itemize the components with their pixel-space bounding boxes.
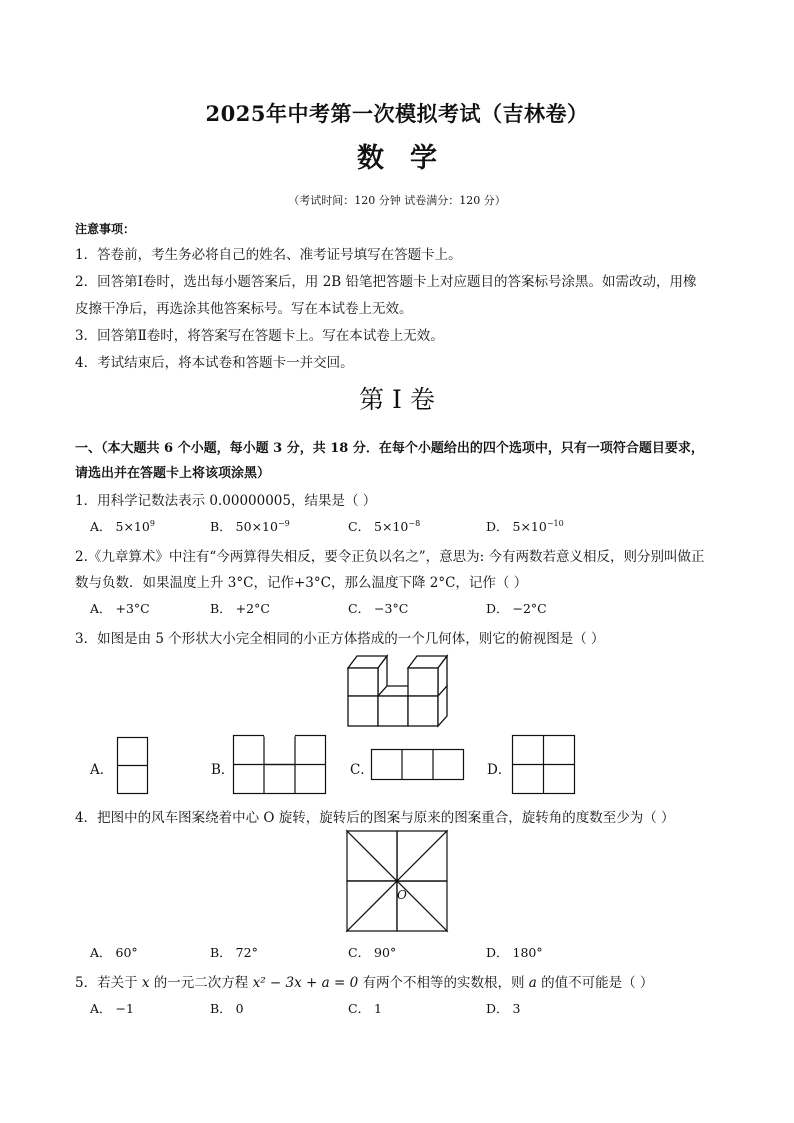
subject-title: 数学 bbox=[357, 143, 463, 174]
q2-option-b: B． +2°C bbox=[210, 601, 270, 616]
q3-option-c-figure bbox=[371, 749, 465, 781]
q5-option-b: B． 0 bbox=[210, 1001, 244, 1016]
q3-option-d-figure bbox=[512, 735, 576, 795]
q3-solid-figure bbox=[340, 650, 455, 730]
question-1-stem: 1．用科学记数法表示 0.00000005，结果是（ ） bbox=[75, 493, 377, 509]
q4-pinwheel-figure bbox=[344, 830, 450, 932]
question-4-stem: 4．把图中的风车图案绕着中心 O 旋转，旋转后的图案与原来的图案重合，旋转角的度数至少为（ ） bbox=[75, 810, 675, 826]
q5-option-c: C． 1 bbox=[348, 1001, 382, 1016]
exam-info: （考试时间：120 分钟 试卷满分：120 分） bbox=[288, 194, 506, 207]
q4-center-label: O bbox=[397, 888, 407, 902]
section-instruction: 请选出并在答题卡上将该项涂黑） bbox=[75, 466, 271, 481]
question-2-stem: 2.《九章算术》中注有“今两算得失相反，要令正负以名之”，意思为: 今有两数若意义相反，则分别叫做正 bbox=[75, 549, 705, 565]
section-instruction: 一、（本大题共 6 个小题，每小题 3 分，共 18 分．在每个小题给出的四个选项中，只有一项符合题目要求， bbox=[75, 441, 704, 456]
exam-title: 2025年中考第一次模拟考试（吉林卷） bbox=[205, 101, 589, 126]
q1-option-b: B． $50\times 10^{-9}$ bbox=[210, 518, 290, 534]
q2-option-c: C． −3°C bbox=[348, 601, 409, 616]
q2-option-d: D． −2°C bbox=[486, 601, 547, 616]
q1-option-d: D． $5\times 10^{-10}$ bbox=[486, 518, 564, 534]
q4-option-b: B． 72° bbox=[210, 945, 258, 960]
q3-option-a-figure bbox=[117, 737, 149, 795]
q1-option-a: A． $5\times 10^9$ bbox=[90, 518, 155, 534]
notice-item: 皮擦干净后，再选涂其他答案标号。写在本试卷上无效。 bbox=[75, 301, 413, 317]
q1-option-c: C． $5\times 10^{-8}$ bbox=[348, 518, 421, 534]
q4-option-a: A． 60° bbox=[90, 945, 138, 960]
q3-option-c: C． bbox=[350, 762, 374, 778]
notice-item: 4．考试结束后，将本试卷和答题卡一并交回。 bbox=[75, 355, 354, 371]
notice-item: 2．回答第Ⅰ卷时，选出每小题答案后，用 2B 铅笔把答题卡上对应题目的答案标号涂黑。如需改动，用橡 bbox=[75, 274, 697, 290]
notice-item: 3．回答第Ⅱ卷时，将答案写在答题卡上。写在本试卷上无效。 bbox=[75, 328, 444, 344]
notice-heading: 注意事项： bbox=[75, 222, 136, 236]
question-5-stem: 5．若关于 x 的一元二次方程 x² − 3x + a = 0 有两个不相等的实数根，则 a 的值不可能是（ ） bbox=[75, 975, 654, 991]
part-title: 第 I 卷 bbox=[359, 385, 435, 414]
q4-option-d: D． 180° bbox=[486, 945, 543, 960]
q2-option-a: A． +3°C bbox=[90, 601, 150, 616]
q3-option-d: D． bbox=[487, 762, 512, 778]
notice-item: 1．答卷前，考生务必将自己的姓名、准考证号填写在答题卡上。 bbox=[75, 247, 462, 263]
question-2-stem: 数与负数．如果温度上升 3°C，记作+3°C，那么温度下降 2°C，记作（ ） bbox=[75, 575, 528, 591]
q3-option-a: A． bbox=[90, 762, 114, 778]
question-3-stem: 3．如图是由 5 个形状大小完全相同的小正方体搭成的一个几何体，则它的俯视图是（ ） bbox=[75, 631, 605, 647]
q3-option-b: B． bbox=[211, 762, 235, 778]
q5-option-a: A． −1 bbox=[90, 1001, 134, 1016]
q3-option-b-figure bbox=[233, 735, 327, 795]
q4-option-c: C． 90° bbox=[348, 945, 397, 960]
q5-option-d: D． 3 bbox=[486, 1001, 521, 1016]
